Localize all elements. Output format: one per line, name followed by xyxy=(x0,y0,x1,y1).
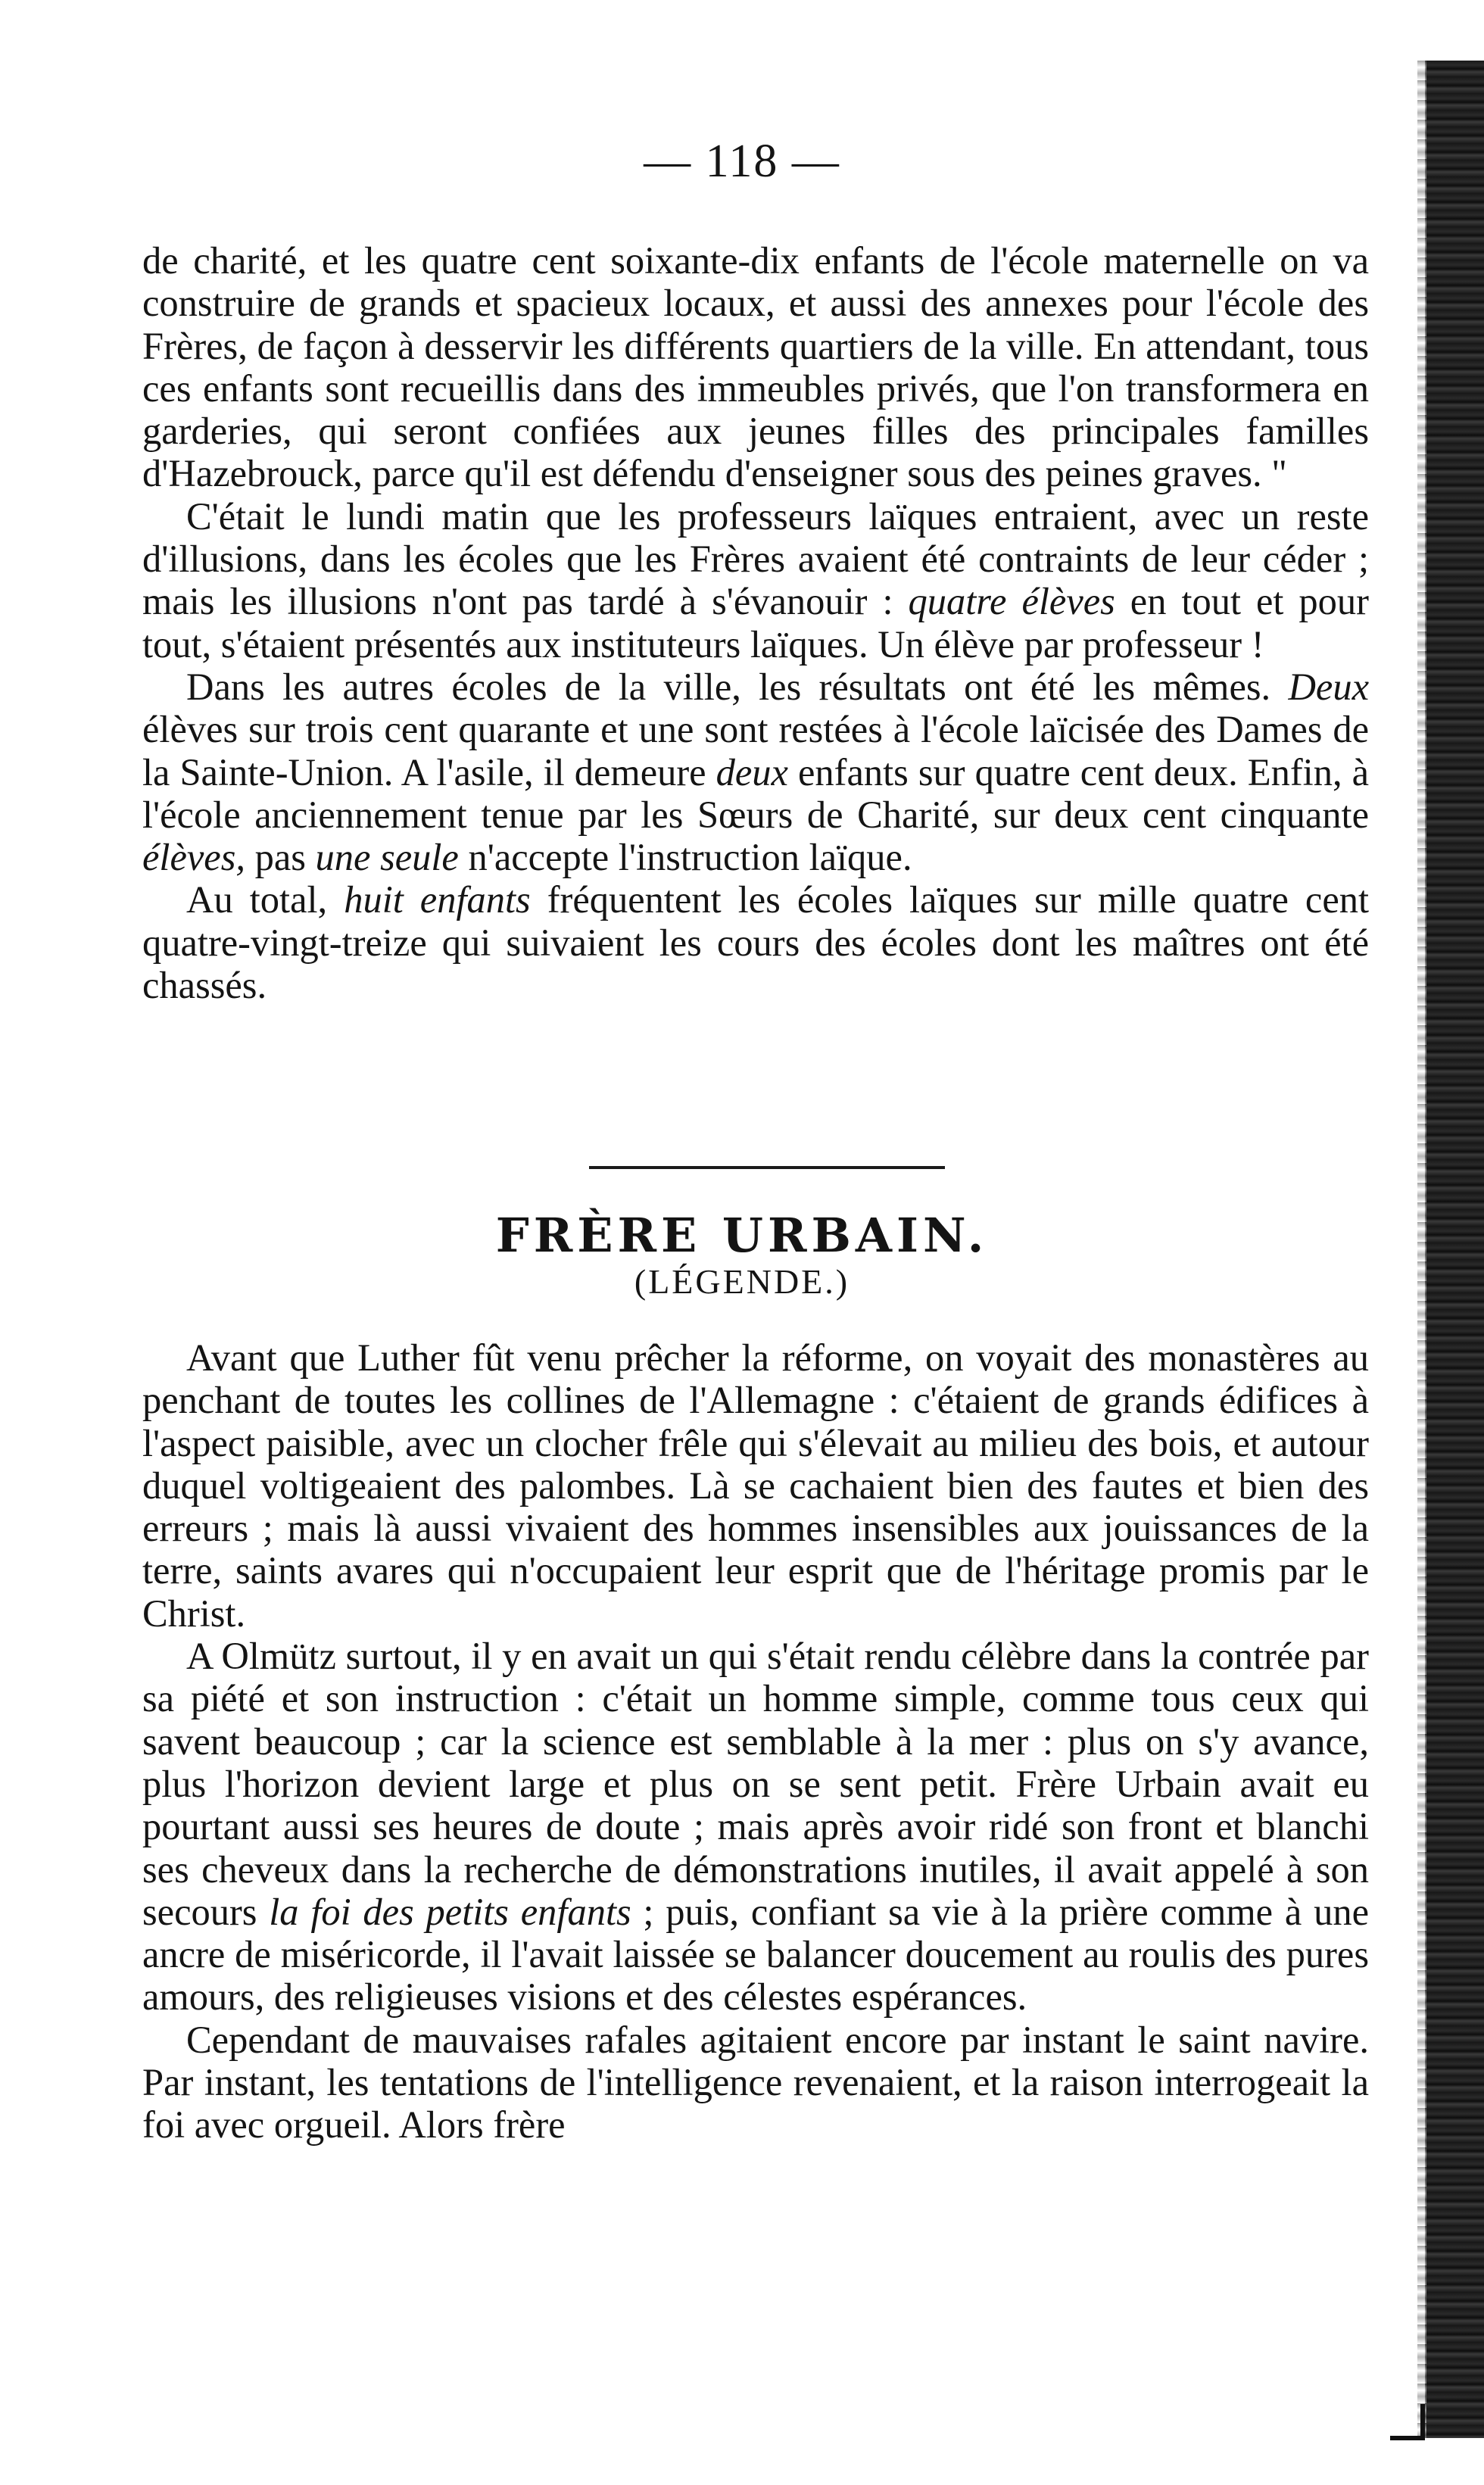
text-run: pas xyxy=(254,836,306,879)
italic-run: une seule xyxy=(315,836,459,879)
text-run: élèves sur trois cent quarante et une sont restées à l'école laïcisée des Dames de la Sainte-Union. A l'asile, il demeure xyxy=(142,708,1369,794)
paragraph-continuation: de charité, et les quatre cent soixante-dix enfants de l'école maternelle on va construire de grands et spacieux locaux, et aussi des annexes pour l'école des Frères, de façon à desservir les différents quartiers de la ville. En attendant, tous ces enfants sont recueillis dans des immeubles privés, que l'on transformera en garderies, qui seront confiées aux jeunes filles des principales familles d'Hazebrouck, parce qu'il est défendu d'enseigner sous des peines graves. " xyxy=(142,239,1369,495)
page-number: — 118 — xyxy=(644,136,840,187)
italic-run: Deux xyxy=(1288,665,1369,708)
paragraph-lundi xyxy=(142,495,1369,666)
chapter-subtitle: (LÉGENDE.) xyxy=(634,1262,850,1301)
italic-run: élèves, xyxy=(142,836,245,879)
text-run: C'était le lundi matin que les professeurs laïques entraient, avec un reste d'illusions, dans les écoles que les Frères avaient été contraints de leur céder ; mais les illusions n'ont pas tardé à s'évanouir : xyxy=(142,494,1369,623)
paragraph-luther: Avant que Luther fût venu prêcher la réforme, on voyait des monastères au penchant de toutes les collines de l'Allemagne : c'étaient de grands édifices à l'aspect paisible, avec un clocher frêle qui s'élevait au milieu des bois, et autour duquel voltigeaient des palombes. Là se cachaient bien des fautes et bien des erreurs ; mais là aussi vivaient des hommes insensibles aux jouissances de la terre, saints avares qui n'occupaient leur esprit que de l'héritage promis par le Christ. xyxy=(142,1336,1369,1635)
paragraph-olmutz xyxy=(142,1635,1369,2019)
text-run: Au total, xyxy=(186,878,328,921)
italic-run: la foi des petits enfants xyxy=(269,1890,631,1933)
text-run: Dans les autres écoles de la ville, les résultats ont été les mêmes. xyxy=(186,665,1271,708)
text-run: ; puis, confiant sa vie à la prière comme à une ancre de miséricorde, il l'avait laissée se balancer doucement au roulis des pures amours, des religieuses visions et des célestes espérances. xyxy=(142,1890,1369,2019)
paragraph-rafales: Cependant de mauvaises rafales agitaient encore par instant le saint navire. Par instant, les tentations de l'intelligence revenaient, et la raison interrogeait la foi avec orgueil. Alors frère xyxy=(142,2018,1369,2147)
italic-run: deux xyxy=(716,750,788,794)
text-run: A Olmütz surtout, il y en avait un qui s'était rendu célèbre dans la contrée par sa piété et son instruction : c'était un homme simple, comme tous ceux qui savent beaucoup ; car la science est semblable à la mer : plus on s'y avance, plus l'horizon devient large et plus on se sent petit. Frère Urbain avait eu pourtant aussi ses heures de doute ; mais après avoir ridé son front et blanchi ses cheveux dans la recherche de démonstrations inutiles, il avait appelé à son secours xyxy=(142,1635,1369,1933)
text-run: n'accepte l'instruction laïque. xyxy=(468,836,912,879)
chapter-title: FRÈRE URBAIN. xyxy=(495,1208,989,1263)
text-run: en tout et pour tout, s'étaient présentés aux instituteurs laïques. Un élève par professeur ! xyxy=(142,580,1369,666)
text-block-continuation xyxy=(142,239,1369,1006)
italic-run: quatre élèves xyxy=(908,580,1115,623)
paragraph-total xyxy=(142,878,1369,1006)
text-run: fréquentent les écoles laïques sur mille quatre cent quatre-vingt-treize qui suivaient les cours des écoles dont les maîtres ont été chassés. xyxy=(142,878,1370,1007)
scan-edge-corner xyxy=(1390,2404,1425,2440)
paragraph-autres-ecoles xyxy=(142,666,1369,878)
text-run: enfants sur quatre cent deux. Enfin, à l'école anciennement tenue par les Sœurs de Charité, sur deux cent cinquante xyxy=(142,750,1370,836)
section-divider xyxy=(589,1166,945,1169)
text-block-legende xyxy=(142,1336,1369,2147)
italic-run: huit enfants xyxy=(344,878,531,921)
